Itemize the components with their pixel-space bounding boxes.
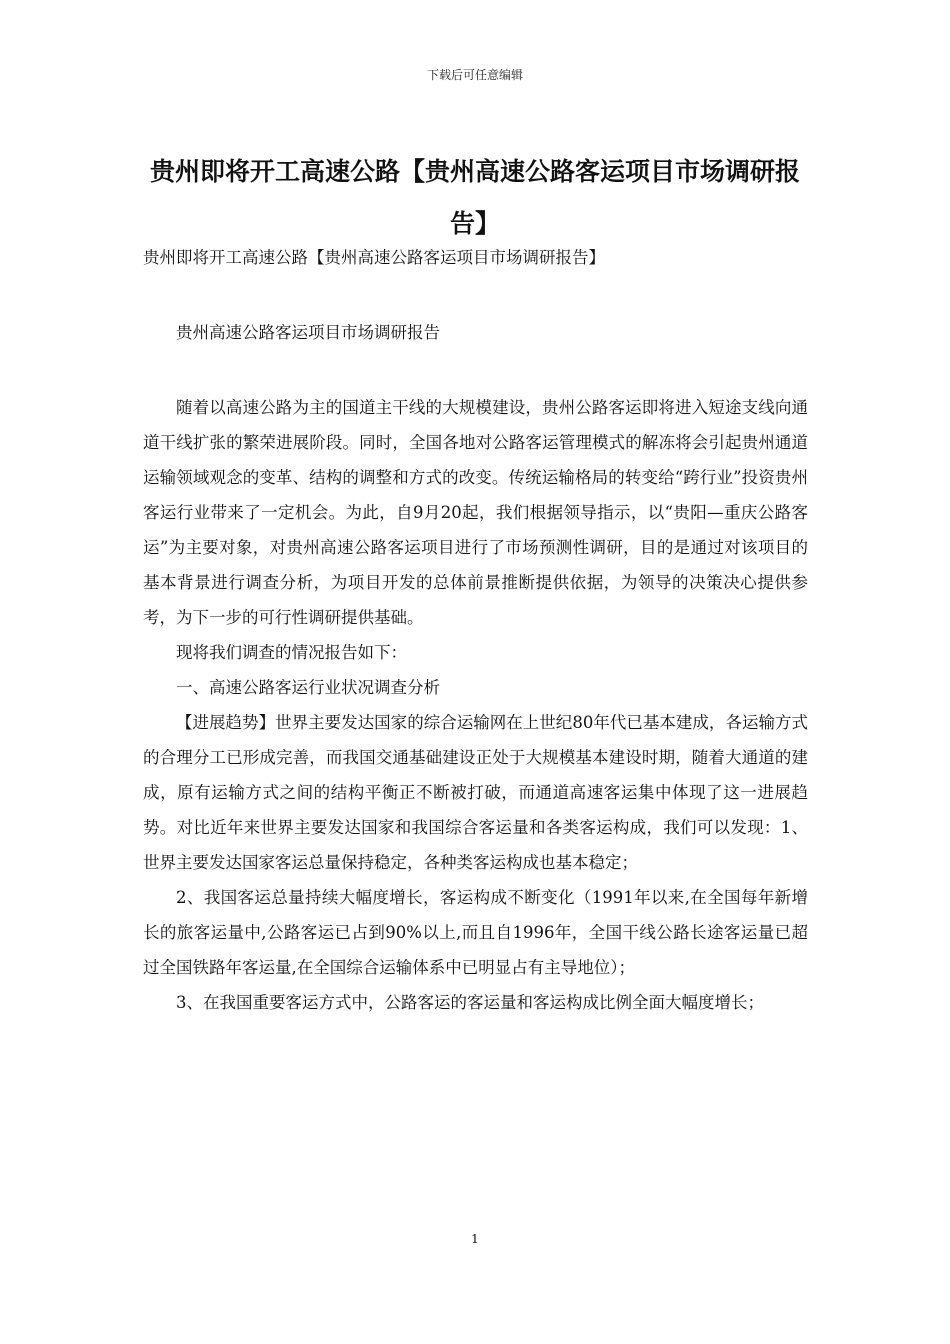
paragraph-report-lead: 现将我们调查的情况报告如下： [176, 643, 407, 662]
page-number: 1 [471, 1232, 479, 1246]
paragraph-point-2: 2、我国客运总量持续大幅度增长，客运构成不断变化（1991年以来,在全国每年新增长的旅客运量中,公路客运已占到90%以上,而且自1996年，全国干线公路长途客运量已超过全国铁路年客运量,在全国综合运输体系中已明显占有主导地位）； [143, 888, 808, 977]
report-name: 贵州高速公路客运项目市场调研报告 [176, 323, 440, 342]
paragraph-intro: 随着以高速公路为主的国道主干线的大规模建设，贵州公路客运即将进入短途支线向通道干线扩张的繁荣进展阶段。同时，全国各地对公路客运管理模式的解冻将会引起贵州通道运输领域观念的变革、结构的调整和方式的改变。传统运输格局的转变给“跨行业”投资贵州客运行业带来了一定机会。为此，自9月20起，我们根据领导指示，以“贵阳—重庆公路客运”为主要对象，对贵州高速公路客运项目进行了市场预测性调研，目的是通过对该项目的基本背景进行调查分析，为项目开发的总体前景推断提供依据，为领导的决策决心提供参考，为下一步的可行性调研提供基础。 [143, 398, 808, 627]
spacer [143, 275, 808, 315]
paragraph-trend: 【进展趋势】世界主要发达国家的综合运输网在上世纪80年代已基本建成，各运输方式的合理分工已形成完善，而我国交通基础建设正处于大规模基本建设时期，随着大通道的建成，原有运输方式之间的结构平衡正不断被打破，而通道高速客运集中体现了这一进展趋势。对比近年来世界主要发达国家和我国综合客运量和各类客运构成，我们可以发现：1、世界主要发达国家客运总量保持稳定，各种类客运构成也基本稳定； [143, 713, 808, 872]
spacer [143, 350, 808, 390]
section-heading: 一、高速公路客运行业状况调查分析 [176, 678, 440, 697]
subtitle-line: 贵州即将开工高速公路【贵州高速公路客运项目市场调研报告】 [143, 248, 605, 267]
header-note: 下载后可任意编辑 [426, 68, 523, 82]
paragraph-point-3: 3、在我国重要客运方式中，公路客运的客运量和客运构成比例全面大幅度增长； [176, 993, 764, 1012]
document-title: 贵州即将开工高速公路【贵州高速公路客运项目市场调研报告】 [149, 157, 800, 238]
document-body [143, 240, 808, 1020]
